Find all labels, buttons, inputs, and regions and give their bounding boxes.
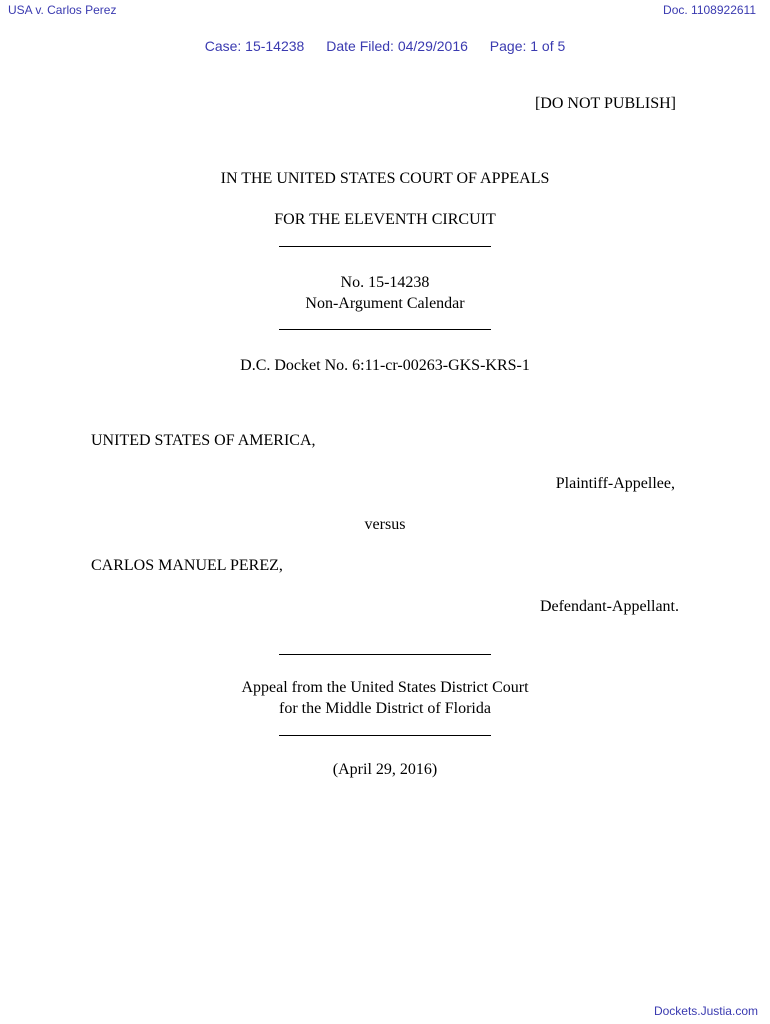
decision-date: (April 29, 2016) — [332, 761, 438, 778]
stamp-case: Case: 15-14238 — [204, 38, 305, 54]
header-doc-link[interactable]: Doc. 1108922611 — [663, 3, 756, 17]
divider-rule — [279, 329, 491, 330]
court-name-line1: IN THE UNITED STATES COURT OF APPEALS — [220, 170, 550, 187]
divider-rule — [279, 246, 491, 247]
defendant-role: Defendant-Appellant. — [539, 598, 679, 615]
versus-label: versus — [364, 516, 406, 533]
calendar-type: Non-Argument Calendar — [305, 295, 465, 312]
stamp-page: Page: 1 of 5 — [489, 38, 566, 54]
case-number: No. 15-14238 — [340, 274, 430, 291]
publish-note: [DO NOT PUBLISH] — [534, 95, 676, 112]
appeal-line2: for the Middle District of Florida — [279, 700, 491, 717]
header-case-link[interactable]: USA v. Carlos Perez — [8, 3, 117, 17]
docket-number: D.C. Docket No. 6:11-cr-00263-GKS-KRS-1 — [240, 357, 530, 374]
plaintiff-name: UNITED STATES OF AMERICA, — [91, 432, 316, 449]
footer-source-link[interactable]: Dockets.Justia.com — [653, 1004, 758, 1018]
stamp-date-filed: Date Filed: 04/29/2016 — [326, 38, 468, 54]
defendant-name: CARLOS MANUEL PEREZ, — [91, 557, 283, 574]
court-name-line2: FOR THE ELEVENTH CIRCUIT — [274, 211, 496, 228]
appeal-line1: Appeal from the United States District Court — [241, 679, 529, 696]
plaintiff-role: Plaintiff-Appellee, — [555, 475, 675, 492]
filing-stamp — [0, 37, 770, 55]
divider-rule — [279, 735, 491, 736]
divider-rule — [279, 654, 491, 655]
